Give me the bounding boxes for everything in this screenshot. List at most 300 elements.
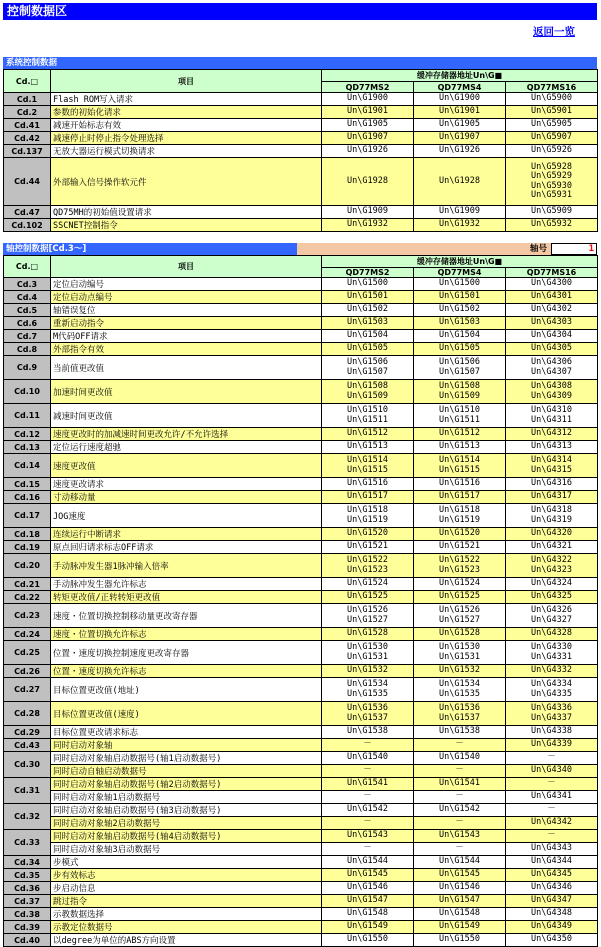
table-row xyxy=(4,132,598,145)
axis-number-input[interactable]: 1 xyxy=(551,243,597,255)
address-cell xyxy=(506,454,598,478)
address-cell xyxy=(414,404,506,428)
table-row xyxy=(4,856,598,869)
address-value: Un\G1543 xyxy=(322,830,414,843)
address-value: Un\G4322 xyxy=(531,555,572,565)
address-value: Un\G1544 xyxy=(439,856,480,867)
address-cell xyxy=(322,641,414,665)
address-value: Un\G4310 xyxy=(531,405,572,415)
address-cell xyxy=(322,856,414,869)
item-name: 重新启动指令 xyxy=(51,317,322,330)
table-row xyxy=(4,908,598,921)
address-cell xyxy=(322,119,414,132)
address-value: Un\G1531 xyxy=(347,651,388,662)
address-cell xyxy=(414,665,506,678)
cd-code: Cd.24 xyxy=(4,628,51,641)
cd-code: Cd.17 xyxy=(4,504,51,528)
address-cell xyxy=(506,478,598,491)
cd-code: Cd.7 xyxy=(4,330,51,343)
item-name: 寸动移动量 xyxy=(51,491,322,504)
table-row xyxy=(4,752,598,765)
address-value: Un\G1508 xyxy=(439,381,480,391)
cd-code: Cd.16 xyxy=(4,491,51,504)
item-name: 目标位置更改请求标志 xyxy=(51,726,322,739)
table-row xyxy=(4,158,598,206)
cd-code: Cd.2 xyxy=(4,106,51,119)
item-name: 同时启动对象轴启动数据号(轴2启动数据号) xyxy=(51,778,322,791)
address-value: Un\G1515 xyxy=(347,464,388,475)
address-value: Un\G1530 xyxy=(439,642,480,652)
model-header-qd77ms16: QD77MS16 xyxy=(506,268,598,278)
address-value: Un\G1546 xyxy=(439,882,480,893)
address-value: Un\G1508 xyxy=(347,381,388,391)
address-value: Un\G1513 xyxy=(347,441,388,452)
address-value: Un\G4324 xyxy=(531,578,572,589)
address-value: Un\G1532 xyxy=(439,665,480,676)
address-value: Un\G4314 xyxy=(531,455,572,465)
address-cell xyxy=(414,206,506,219)
cd-code: Cd.18 xyxy=(4,528,51,541)
address-cell xyxy=(322,404,414,428)
address-value: Un\G1514 xyxy=(347,455,388,465)
address-value: Un\G5928 xyxy=(531,161,572,172)
table-row xyxy=(4,454,598,478)
address-value: Un\G1909 xyxy=(347,206,388,217)
address-cell xyxy=(322,491,414,504)
address-cell xyxy=(322,591,414,604)
address-cell xyxy=(414,591,506,604)
address-cell xyxy=(506,106,598,119)
cd-code: Cd.1 xyxy=(4,93,51,106)
address-cell xyxy=(322,665,414,678)
table-row xyxy=(4,491,598,504)
table-row xyxy=(4,791,598,804)
address-value: Un\G1527 xyxy=(439,614,480,625)
address-value: Un\G4303 xyxy=(531,317,572,328)
item-name: 目标位置更改值(地址) xyxy=(51,678,322,702)
item-name: 步模式 xyxy=(51,856,322,869)
address-value: Un\G1545 xyxy=(347,869,388,880)
table-row xyxy=(4,934,598,947)
address-value: Un\G4300 xyxy=(531,278,572,289)
address-cell xyxy=(506,145,598,158)
address-value: Un\G1548 xyxy=(347,908,388,919)
item-name: 减速开始标志有效 xyxy=(51,119,322,132)
address-value: Un\G1549 xyxy=(347,921,388,932)
address-value: Un\G1538 xyxy=(347,726,388,737)
address-cell xyxy=(506,895,598,908)
address-value: Un\G4342 xyxy=(506,817,598,830)
address-value: Un\G1900 xyxy=(347,93,388,104)
address-cell xyxy=(414,726,506,739)
address-value: Un\G1511 xyxy=(439,414,480,425)
address-value: Un\G1518 xyxy=(439,505,480,515)
address-cell xyxy=(322,739,414,752)
cd-code: Cd.19 xyxy=(4,541,51,554)
address-cell xyxy=(322,106,414,119)
item-name: 同时启动对象轴启动数据号(轴4启动数据号) xyxy=(51,830,322,843)
address-cell xyxy=(322,702,414,726)
return-to-list-link[interactable]: 返回一览 xyxy=(533,26,575,38)
cd-code: Cd.32 xyxy=(4,804,51,830)
address-cell xyxy=(414,908,506,921)
address-cell xyxy=(322,304,414,317)
address-cell xyxy=(322,921,414,934)
address-cell xyxy=(506,702,598,726)
address-cell xyxy=(414,119,506,132)
table-row xyxy=(4,702,598,726)
address-cell xyxy=(414,678,506,702)
table-row xyxy=(4,541,598,554)
address-value: Un\G4344 xyxy=(531,856,572,867)
table-row xyxy=(4,93,598,106)
address-cell xyxy=(506,856,598,869)
item-name: 同时启动对象轴2启动数据号 xyxy=(51,817,322,830)
table-row xyxy=(4,478,598,491)
address-value: Un\G1535 xyxy=(439,688,480,699)
cd-code: Cd.35 xyxy=(4,869,51,882)
address-value: － xyxy=(414,791,506,804)
address-value: Un\G1510 xyxy=(347,405,388,415)
address-value: Un\G4321 xyxy=(531,541,572,552)
item-name: 位置・速度切换允许标志 xyxy=(51,665,322,678)
cd-code: Cd.31 xyxy=(4,778,51,804)
table-row xyxy=(4,380,598,404)
table-row xyxy=(4,665,598,678)
address-cell xyxy=(414,356,506,380)
address-value: Un\G1536 xyxy=(439,703,480,713)
address-cell xyxy=(414,628,506,641)
table-row xyxy=(4,317,598,330)
cd-code: Cd.33 xyxy=(4,830,51,856)
address-cell xyxy=(322,578,414,591)
address-value: Un\G4318 xyxy=(531,505,572,515)
address-value: Un\G4350 xyxy=(531,934,572,945)
address-cell xyxy=(414,702,506,726)
address-cell xyxy=(322,454,414,478)
address-cell xyxy=(506,93,598,106)
address-cell xyxy=(322,330,414,343)
item-name: 速度更改请求 xyxy=(51,478,322,491)
address-value: Un\G1545 xyxy=(439,869,480,880)
address-cell xyxy=(322,908,414,921)
address-value: Un\G4316 xyxy=(531,478,572,489)
item-name: 同时启动对象轴3启动数据号 xyxy=(51,843,322,856)
table-row xyxy=(4,678,598,702)
address-value: Un\G1504 xyxy=(439,330,480,341)
cd-code: Cd.10 xyxy=(4,380,51,404)
address-value: Un\G4313 xyxy=(531,441,572,452)
item-name: 无放大器运行模式切换请求 xyxy=(51,145,322,158)
address-cell xyxy=(414,441,506,454)
address-value: Un\G1526 xyxy=(347,605,388,615)
cd-code: Cd.11 xyxy=(4,404,51,428)
address-cell xyxy=(322,380,414,404)
address-cell xyxy=(414,330,506,343)
table-row xyxy=(4,404,598,428)
cd-code: Cd.37 xyxy=(4,895,51,908)
table-row xyxy=(4,291,598,304)
address-value: Un\G1541 xyxy=(322,778,414,791)
address-cell xyxy=(506,934,598,947)
address-value: Un\G5909 xyxy=(531,206,572,217)
address-value: － xyxy=(414,765,506,778)
cd-code: Cd.42 xyxy=(4,132,51,145)
address-cell xyxy=(322,219,414,232)
address-value: Un\G4338 xyxy=(531,726,572,737)
address-value: － xyxy=(414,817,506,830)
table-row xyxy=(4,428,598,441)
table-row xyxy=(4,106,598,119)
model-header-qd77ms2: QD77MS2 xyxy=(322,268,414,278)
item-name: 定位启动点编号 xyxy=(51,291,322,304)
item-name: 转矩更改值/正转转矩更改值 xyxy=(51,591,322,604)
table-row xyxy=(4,591,598,604)
address-value: Un\G1900 xyxy=(439,93,480,104)
address-cell xyxy=(414,478,506,491)
address-value: Un\G1516 xyxy=(439,478,480,489)
address-cell xyxy=(414,856,506,869)
cd-code: Cd.12 xyxy=(4,428,51,441)
address-value: Un\G1505 xyxy=(347,343,388,354)
address-value: Un\G4349 xyxy=(531,921,572,932)
address-value: Un\G1550 xyxy=(439,934,480,945)
address-value: Un\G1544 xyxy=(347,856,388,867)
address-value: Un\G1526 xyxy=(439,605,480,615)
address-cell xyxy=(414,343,506,356)
address-cell xyxy=(414,895,506,908)
address-value: Un\G4341 xyxy=(506,791,598,804)
table-row xyxy=(4,554,598,578)
cd-code: Cd.3 xyxy=(4,278,51,291)
address-value: Un\G1520 xyxy=(347,528,388,539)
item-name: 步启动信息 xyxy=(51,882,322,895)
model-header-qd77ms16: QD77MS16 xyxy=(506,82,598,93)
address-value: Un\G1926 xyxy=(347,145,388,156)
address-value: Un\G1525 xyxy=(439,591,480,602)
axis-number-label: 轴号 xyxy=(297,243,551,255)
table-row xyxy=(4,278,598,291)
address-value: Un\G1500 xyxy=(439,278,480,289)
address-cell xyxy=(322,895,414,908)
table-row xyxy=(4,726,598,739)
address-value: Un\G4312 xyxy=(531,428,572,439)
address-cell xyxy=(322,291,414,304)
cd-code: Cd.9 xyxy=(4,356,51,380)
address-value: Un\G1532 xyxy=(347,665,388,676)
address-value: Un\G1518 xyxy=(347,505,388,515)
table-row xyxy=(4,119,598,132)
address-value: Un\G5930 xyxy=(531,180,572,191)
cd-code: Cd.13 xyxy=(4,441,51,454)
address-value: Un\G1501 xyxy=(439,291,480,302)
address-cell xyxy=(506,578,598,591)
item-name: 步有效标志 xyxy=(51,869,322,882)
cd-code: Cd.30 xyxy=(4,752,51,778)
address-cell xyxy=(414,504,506,528)
address-cell xyxy=(506,330,598,343)
address-cell xyxy=(506,441,598,454)
address-value: Un\G4304 xyxy=(531,330,572,341)
address-value: Un\G1504 xyxy=(347,330,388,341)
address-value: Un\G5932 xyxy=(531,219,572,230)
address-cell xyxy=(322,343,414,356)
item-name: 以degree为单位的ABS方向设置 xyxy=(51,934,322,947)
address-value: Un\G5929 xyxy=(531,171,572,181)
address-value: Un\G4330 xyxy=(531,642,572,652)
address-value: Un\G1535 xyxy=(347,688,388,699)
address-value: Un\G1512 xyxy=(347,428,388,439)
table-row xyxy=(4,604,598,628)
table-row xyxy=(4,343,598,356)
address-cell xyxy=(322,934,414,947)
address-cell xyxy=(414,304,506,317)
system-control-data-title: 系统控制数据 xyxy=(3,57,597,69)
item-name: 当前值更改值 xyxy=(51,356,322,380)
address-value: Un\G1537 xyxy=(439,712,480,723)
address-value: Un\G1503 xyxy=(439,317,480,328)
address-cell xyxy=(322,528,414,541)
address-value: Un\G4325 xyxy=(531,591,572,602)
address-value: Un\G1537 xyxy=(347,712,388,723)
address-value: Un\G1547 xyxy=(347,895,388,906)
address-value: Un\G5901 xyxy=(531,106,572,117)
address-cell xyxy=(506,726,598,739)
address-value: Un\G1517 xyxy=(439,491,480,502)
address-value: Un\G4335 xyxy=(531,688,572,699)
address-value: Un\G4346 xyxy=(531,882,572,893)
address-cell xyxy=(506,591,598,604)
cd-code: Cd.38 xyxy=(4,908,51,921)
address-value: Un\G5905 xyxy=(531,119,572,130)
address-value: Un\G1500 xyxy=(347,278,388,289)
item-name: 跳过指令 xyxy=(51,895,322,908)
address-value: － xyxy=(322,843,414,856)
address-value: Un\G5907 xyxy=(531,132,572,143)
address-value: Un\G4315 xyxy=(531,464,572,475)
cd-code: Cd.27 xyxy=(4,678,51,702)
page-title: 控制数据区 xyxy=(3,3,597,20)
item-name: 速度・位置切换允许标志 xyxy=(51,628,322,641)
address-value: Un\G1905 xyxy=(439,119,480,130)
address-cell xyxy=(414,132,506,145)
address-cell xyxy=(506,908,598,921)
item-name: 外部输入信号操作软元件 xyxy=(51,158,322,206)
address-cell xyxy=(506,528,598,541)
address-cell xyxy=(506,491,598,504)
address-cell xyxy=(322,541,414,554)
address-cell xyxy=(322,604,414,628)
address-value: － xyxy=(455,739,464,750)
table-row xyxy=(4,219,598,232)
address-value: Un\G1928 xyxy=(439,175,480,186)
cd-code: Cd.29 xyxy=(4,726,51,739)
address-cell xyxy=(414,317,506,330)
table-row xyxy=(4,628,598,641)
item-name: 外部指令有效 xyxy=(51,343,322,356)
address-cell xyxy=(414,454,506,478)
address-value: Un\G4345 xyxy=(531,869,572,880)
item-name: 同时启动对象轴启动数据号(轴3启动数据号) xyxy=(51,804,322,817)
item-name: JOG速度 xyxy=(51,504,322,528)
table-row xyxy=(4,356,598,380)
address-cell xyxy=(414,106,506,119)
address-cell xyxy=(414,641,506,665)
address-value: Un\G1521 xyxy=(347,541,388,552)
table-row xyxy=(4,206,598,219)
address-value: Un\G1926 xyxy=(439,145,480,156)
address-value: Un\G4317 xyxy=(531,491,572,502)
cd-code: Cd.6 xyxy=(4,317,51,330)
item-name: 手动脉冲发生器1脉冲输入倍率 xyxy=(51,554,322,578)
cd-code: Cd.34 xyxy=(4,856,51,869)
address-value: Un\G1519 xyxy=(347,514,388,525)
address-value: Un\G1543 xyxy=(414,830,506,843)
cd-code: Cd.15 xyxy=(4,478,51,491)
address-value: Un\G1932 xyxy=(347,219,388,230)
address-value: Un\G1534 xyxy=(439,679,480,689)
address-cell xyxy=(322,93,414,106)
item-name: 示教定位数据号 xyxy=(51,921,322,934)
address-value: － xyxy=(506,752,598,765)
address-value: Un\G1907 xyxy=(347,132,388,143)
address-value: Un\G1507 xyxy=(439,366,480,377)
address-value: Un\G1516 xyxy=(347,478,388,489)
address-cell xyxy=(322,678,414,702)
item-name: 目标位置更改值(速度) xyxy=(51,702,322,726)
address-value: Un\G1506 xyxy=(347,357,388,367)
address-value: Un\G5900 xyxy=(531,93,572,104)
address-cell xyxy=(322,278,414,291)
axis-control-data-title: 轴控制数据[Cd.3～] xyxy=(3,243,297,255)
address-value: Un\G1512 xyxy=(439,428,480,439)
model-header-qd77ms4: QD77MS4 xyxy=(414,268,506,278)
cd-code: Cd.36 xyxy=(4,882,51,895)
axis-control-data-table xyxy=(3,255,598,947)
address-cell xyxy=(506,678,598,702)
model-header-qd77ms4: QD77MS4 xyxy=(414,82,506,93)
address-value: Un\G1521 xyxy=(439,541,480,552)
address-value: Un\G1509 xyxy=(347,390,388,401)
address-cell xyxy=(414,380,506,404)
address-value: Un\G4302 xyxy=(531,304,572,315)
address-cell xyxy=(322,206,414,219)
address-cell xyxy=(506,641,598,665)
address-cell xyxy=(414,604,506,628)
address-cell xyxy=(506,541,598,554)
address-cell xyxy=(506,356,598,380)
address-cell xyxy=(414,158,506,206)
address-value: Un\G4306 xyxy=(531,357,572,367)
address-value: Un\G1530 xyxy=(347,642,388,652)
item-name: 连续运行中断请求 xyxy=(51,528,322,541)
address-value: － xyxy=(506,830,598,843)
address-value: Un\G4323 xyxy=(531,564,572,575)
cd-code: Cd.43 xyxy=(4,739,51,752)
item-name: 手动脉冲发生器允许标志 xyxy=(51,578,322,591)
address-value: Un\G1542 xyxy=(322,804,414,817)
cd-code: Cd.8 xyxy=(4,343,51,356)
address-cell xyxy=(322,628,414,641)
address-value: Un\G4332 xyxy=(531,665,572,676)
address-value: Un\G1513 xyxy=(439,441,480,452)
address-cell xyxy=(506,554,598,578)
item-name: 速度更改时的加减速时间更改允许/不允许选择 xyxy=(51,428,322,441)
address-cell xyxy=(414,528,506,541)
buffer-address-header: 缓冲存储器地址Un\G■ xyxy=(322,256,598,268)
address-value: Un\G1547 xyxy=(439,895,480,906)
cd-code: Cd.47 xyxy=(4,206,51,219)
